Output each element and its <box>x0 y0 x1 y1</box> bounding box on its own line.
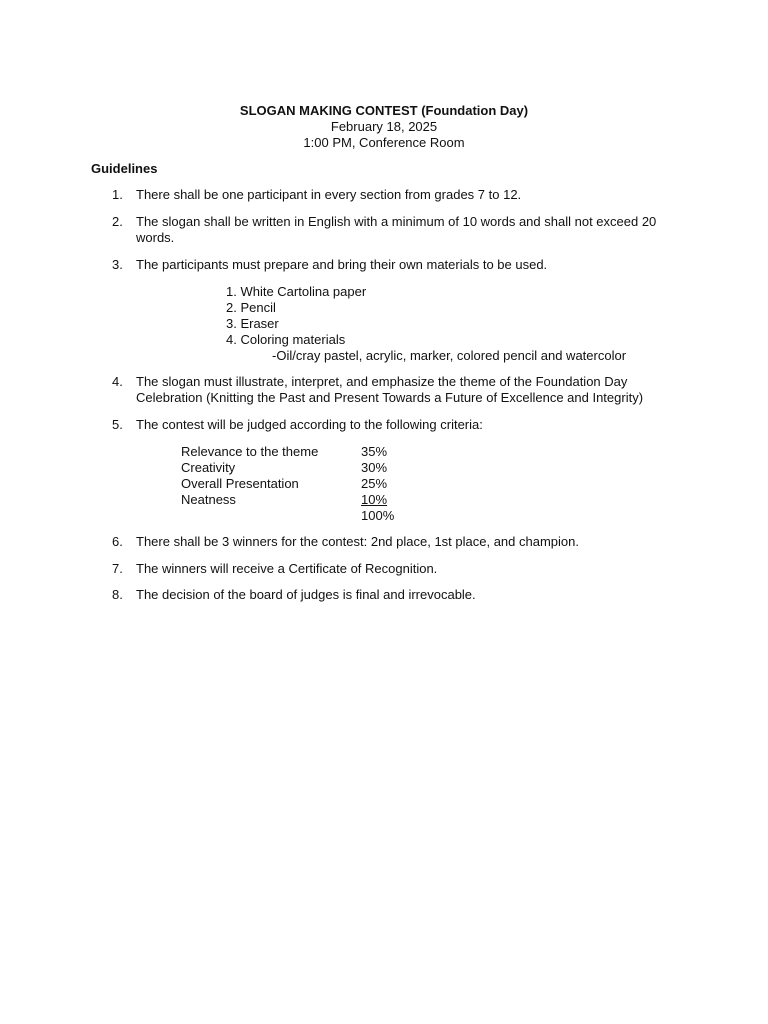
guideline-number: 3. <box>112 257 123 272</box>
guideline-text: The winners will receive a Certificate of Recognition. <box>136 561 438 576</box>
contest-date: February 18, 2025 <box>330 119 438 134</box>
material-item: 3. Eraser <box>226 316 279 331</box>
coloring-materials-note: -Oil/cray pastel, acrylic, marker, colored pencil and watercolor <box>272 348 627 363</box>
guideline-text: There shall be one participant in every section from grades 7 to 12. <box>136 187 522 202</box>
guideline-number: 5. <box>112 417 123 432</box>
criteria-row <box>181 460 441 476</box>
criteria-total: 100% <box>361 508 395 523</box>
criteria-percent: 35% <box>361 444 388 459</box>
guideline-number: 7. <box>112 561 123 576</box>
guideline-text: The decision of the board of judges is final and irrevocable. <box>136 587 476 602</box>
criteria-row <box>181 492 441 508</box>
contest-title: SLOGAN MAKING CONTEST (Foundation Day) <box>239 103 529 118</box>
material-item: 1. White Cartolina paper <box>226 284 367 299</box>
document-header <box>0 103 768 151</box>
criteria-total-row <box>181 508 441 524</box>
guideline-number: 6. <box>112 534 123 549</box>
guidelines-heading: Guidelines <box>91 161 158 176</box>
criteria-row <box>181 476 441 492</box>
criteria-percent: 25% <box>361 476 388 491</box>
criteria-row <box>181 444 441 460</box>
guideline-text: The slogan shall be written in English with a minimum of 10 words and shall not exceed 20 words. <box>136 214 657 245</box>
guideline-text: There shall be 3 winners for the contest: 2nd place, 1st place, and champion. <box>136 534 579 549</box>
criteria-name: Neatness <box>181 492 236 507</box>
criteria-percent: 30% <box>361 460 388 475</box>
criteria-name: Relevance to the theme <box>181 444 319 459</box>
material-item: 4. Coloring materials <box>226 332 346 347</box>
criteria-table <box>181 444 441 524</box>
criteria-name: Overall Presentation <box>181 476 299 491</box>
contest-time-place: 1:00 PM, Conference Room <box>303 135 465 150</box>
guideline-number: 2. <box>112 214 123 229</box>
guideline-number: 8. <box>112 587 123 602</box>
guideline-text: The slogan must illustrate, interpret, and emphasize the theme of the Foundation Day Celebration (Knitting the Past and Present Towards a Future of Excellence and Integrity) <box>136 374 644 405</box>
guideline-text: The contest will be judged according to the following criteria: <box>136 417 483 432</box>
material-item: 2. Pencil <box>226 300 276 315</box>
materials-list <box>226 284 686 364</box>
criteria-name: Creativity <box>181 460 236 475</box>
guideline-number: 4. <box>112 374 123 389</box>
criteria-percent: 10% <box>361 492 388 507</box>
guideline-number: 1. <box>112 187 123 202</box>
guideline-text: The participants must prepare and bring their own materials to be used. <box>136 257 548 272</box>
